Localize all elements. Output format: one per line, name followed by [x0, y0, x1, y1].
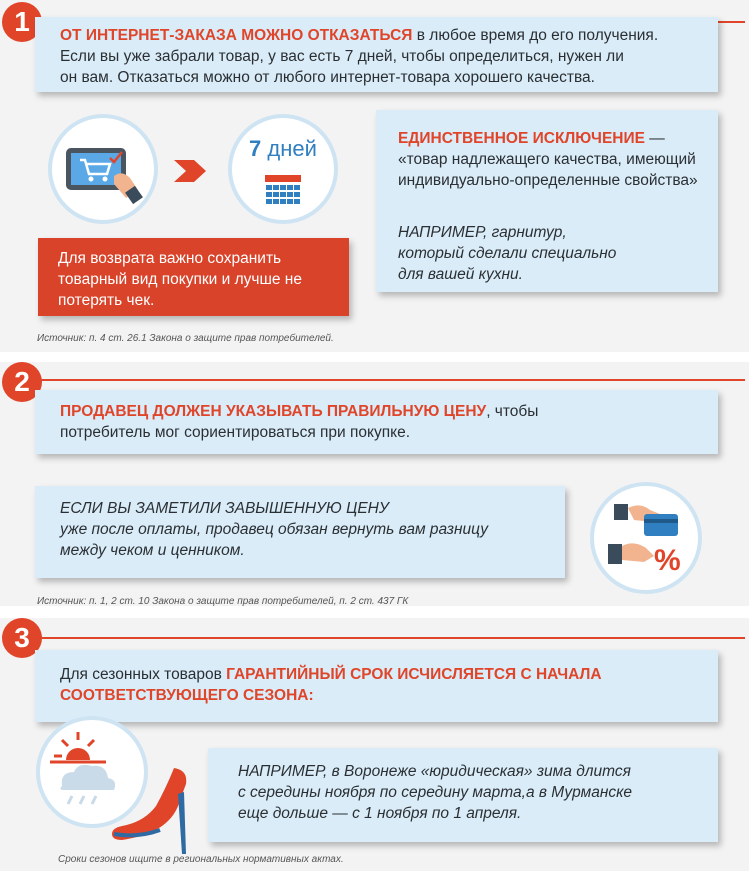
- arrow-right-icon: [172, 158, 208, 184]
- calendar-icon: [264, 172, 302, 206]
- source-note: Источник: п. 4 ст. 26.1 Закона о защите прав потребителей.: [37, 333, 334, 344]
- receipt-note: Для возврата важно сохранить товарный вид покупки и лучше не потерять чек.: [38, 238, 349, 316]
- refund-percent-icon: [590, 482, 702, 594]
- source-note: Источник: п. 1, 2 ст. 10 Закона о защите прав потребителей, п. 2 ст. 437 ГК: [37, 596, 409, 607]
- lead-text: ПРОДАВЕЦ ДОЛЖЕН УКАЗЫВАТЬ ПРАВИЛЬНУЮ ЦЕНУ, чтобы потребитель мог сориентироваться при покупке.: [60, 403, 539, 441]
- seven-days-calendar: 7 дней: [228, 114, 338, 224]
- online-cart-icon: [48, 114, 158, 224]
- section-divider: [40, 379, 745, 381]
- lead-text: Для сезонных товаров ГАРАНТИЙНЫЙ СРОК ИСЧИСЛЯЕТСЯ С НАЧАЛА СООТВЕТСТВУЮЩЕГО СЕЗОНА:: [60, 666, 602, 704]
- season-example-text: НАПРИМЕР, в Воронеже «юридическая» зима длится с середины ноября по середину марта,а в Мурманске еще дольше — с 1 ноября по 1 апреля.: [238, 763, 633, 822]
- percent-label: %: [654, 544, 681, 577]
- lead-text: ОТ ИНТЕРНЕТ-ЗАКАЗА МОЖНО ОТКАЗАТЬСЯ в любое время до его получения. Если вы уже забрали товар, у вас есть 7 дней, чтобы определиться, нужен ли он вам. Отказаться можно от любого интернет-товара хорошего качества.: [60, 27, 659, 86]
- section-3: [0, 618, 749, 871]
- section-2: [0, 362, 749, 606]
- section-number-2: 2: [2, 362, 42, 402]
- exception-text: ЕДИНСТВЕННОЕ ИСКЛЮЧЕНИЕ — «товар надлежащего качества, имеющий индивидуально-определенные свойства»: [398, 130, 698, 189]
- lead-card: [35, 17, 718, 92]
- exception-example: НАПРИМЕР, гарнитур, который сделали специально для вашей кухни.: [398, 224, 617, 283]
- exception-card: [376, 110, 718, 292]
- lead-card: [35, 390, 718, 454]
- lead-card: [35, 650, 718, 722]
- section-divider: [40, 637, 745, 639]
- high-heel-shoe-icon: [108, 764, 190, 856]
- section-number-1: 1: [2, 2, 42, 42]
- overprice-text: ЕСЛИ ВЫ ЗАМЕТИЛИ ЗАВЫШЕННУЮ ЦЕНУ уже после оплаты, продавец обязан вернуть вам разницу между чеком и ценником.: [60, 500, 488, 559]
- season-example-card: [208, 748, 718, 842]
- section-number-3: 3: [2, 618, 42, 658]
- overprice-card: [35, 486, 565, 578]
- source-note: Сроки сезонов ищите в региональных нормативных актах.: [58, 854, 344, 865]
- section-1: [0, 0, 749, 352]
